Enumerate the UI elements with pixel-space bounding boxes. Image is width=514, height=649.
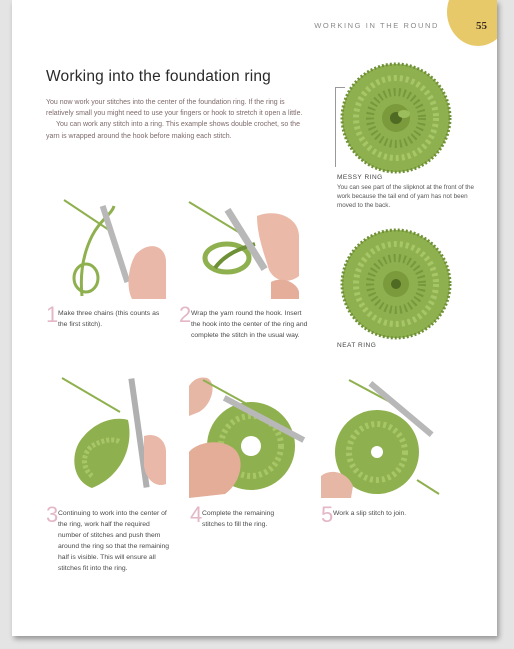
- step-3-photo: [52, 376, 166, 498]
- callout-tick: [335, 87, 345, 88]
- step-5-text: Work a slip stitch to join.: [333, 510, 407, 517]
- step-3-text: Continuing to work into the center of the ring, work half the required number of stitches and push them around the ring so that the remaining half is visible. This will ensure all stitches fit into the ring.: [58, 510, 170, 572]
- step-5-photo: [321, 376, 441, 498]
- running-head: WORKING IN THE ROUND: [314, 21, 439, 30]
- step-4-photo: [189, 376, 305, 498]
- step-2-photo: [185, 196, 299, 299]
- neat-ring-photo: [340, 228, 452, 340]
- messy-ring-photo: [340, 62, 452, 174]
- page-number-badge: [447, 0, 497, 46]
- messy-ring-caption-title: MESSY RING: [337, 174, 383, 181]
- page-title: Working into the foundation ring: [46, 68, 271, 85]
- page-number: 55: [476, 20, 487, 32]
- step-5-number: 5: [321, 502, 334, 527]
- step-3-number: 3: [46, 502, 59, 527]
- step-1-text: Make three chains (this counts as the first stitch).: [58, 310, 160, 328]
- messy-ring-caption-text: You can see part of the slipknot at the front of the work because the tail end of yarn has not been moved to the back.: [337, 184, 474, 209]
- callout-line: [335, 87, 336, 167]
- intro-paragraph-1: You now work your stitches into the center of the foundation ring. If the ring is relatively small you might need to use your fingers or hook to stretch it open a little.: [46, 99, 303, 118]
- book-page: [12, 0, 497, 636]
- step-2-text: Wrap the yarn round the hook. Insert the hook into the center of the ring and complete the stitch in the usual way.: [191, 310, 308, 339]
- intro-text: [46, 97, 308, 142]
- step-4-number: 4: [190, 502, 203, 527]
- step-1-number: 1: [46, 302, 59, 327]
- step-2-number: 2: [179, 302, 192, 327]
- step-1-photo: [52, 196, 166, 299]
- neat-ring-caption-title: NEAT RING: [337, 342, 377, 349]
- intro-paragraph-2: You can work any stitch into a ring. This example shows double crochet, so the yarn is wrapped around the hook before making each stitch.: [46, 121, 300, 140]
- step-4-text: Complete the remaining stitches to fill the ring.: [202, 510, 275, 528]
